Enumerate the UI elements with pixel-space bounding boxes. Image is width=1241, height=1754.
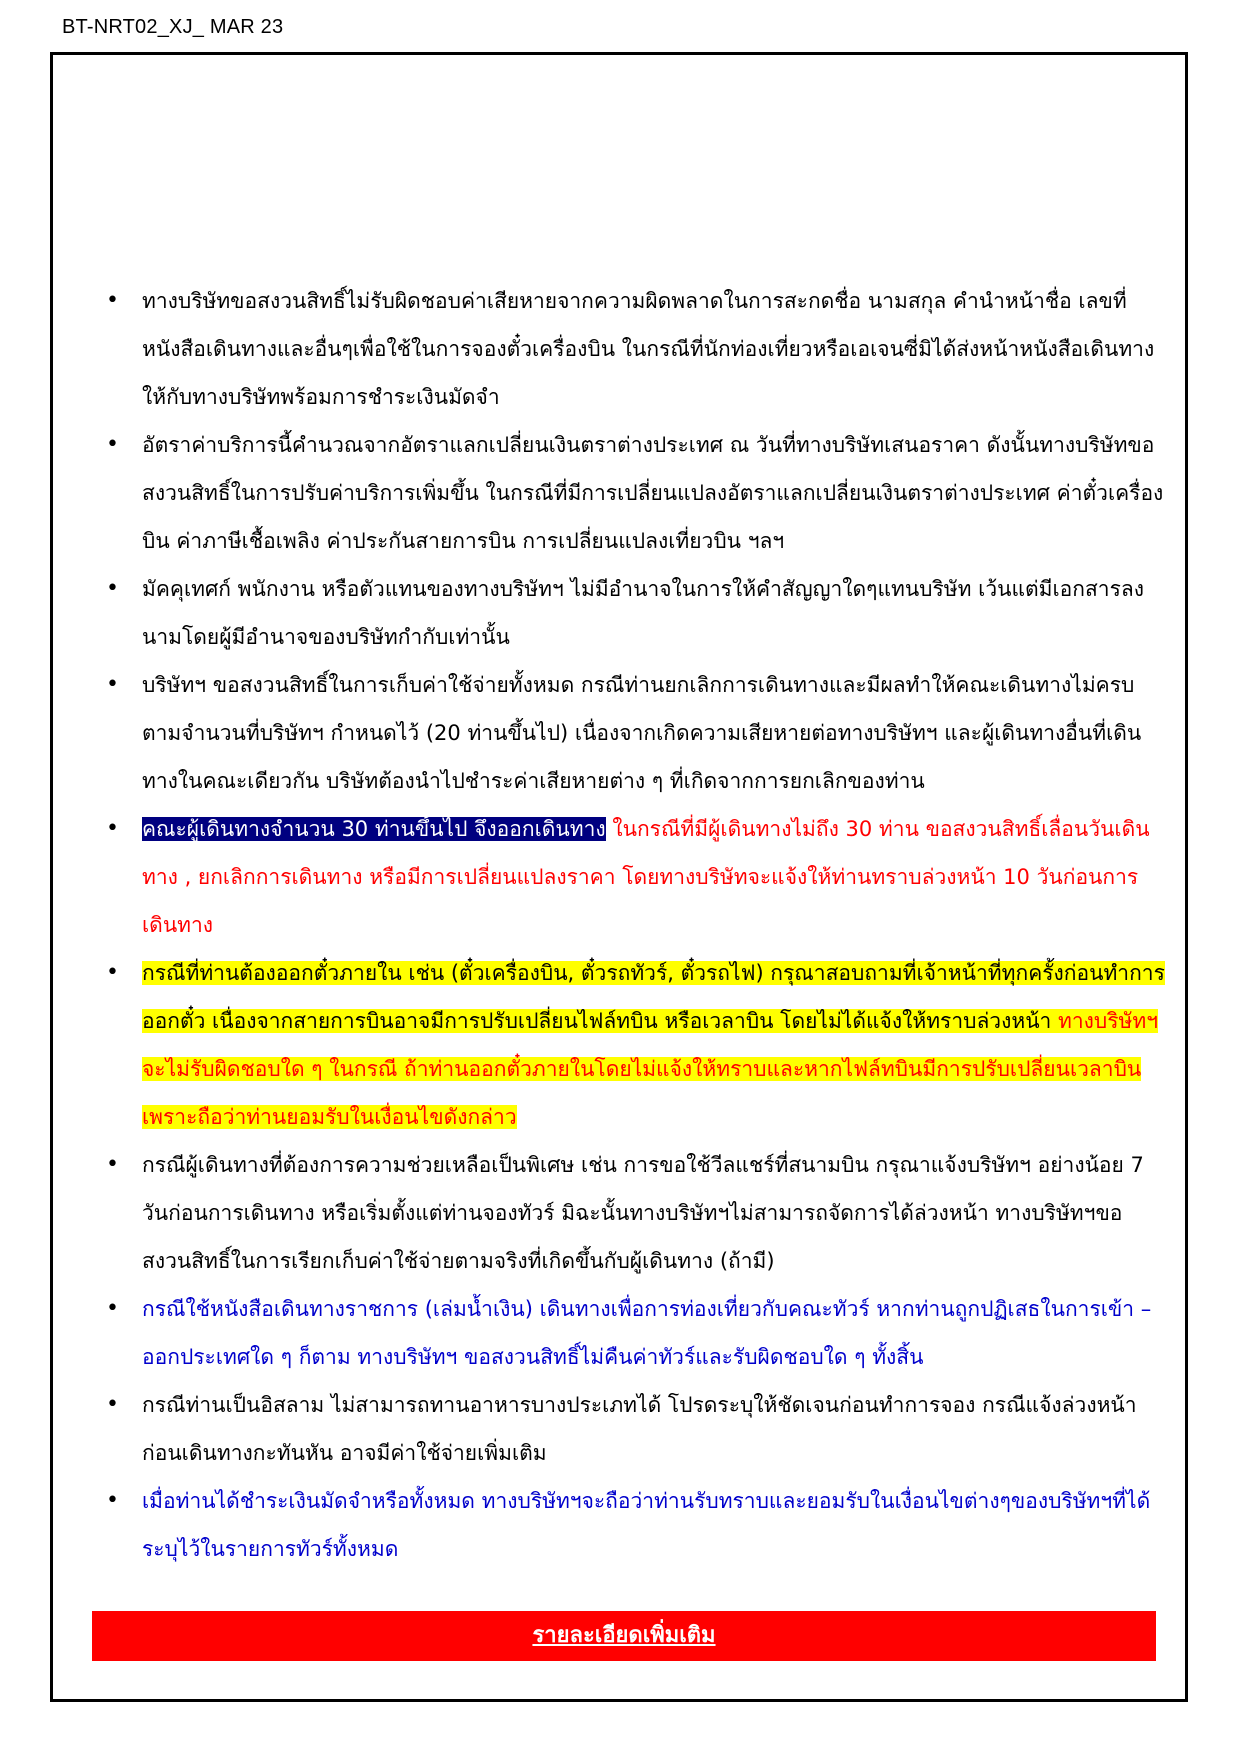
list-item xyxy=(100,1381,1168,1477)
bullet-icon: • xyxy=(106,432,119,457)
highlighted-ticket-text: กรณีที่ท่านต้องออกตั๋วภายใน เช่น (ตั๋วเครื่องบิน, ตั๋วรถทัวร์, ตั๋วรถไฟ) กรุณาสอบถามที่เจ้าหน้าที่ทุกครั้งก่อนทำการออกตั๋ว เนื่องจากสายการบินอาจมีการปรับเปลี่ยนไฟล์ทบิน หรือเวลาบิน โดยไม่ได้แจ้งให้ทราบล่วงหน้า xyxy=(142,961,1165,1033)
bullet-icon: • xyxy=(106,1488,119,1513)
list-item xyxy=(100,949,1168,1141)
list-item xyxy=(100,661,1168,805)
bullet-icon: • xyxy=(106,1392,119,1417)
list-item xyxy=(100,421,1168,565)
highlighted-min-group-text: คณะผู้เดินทางจำนวน 30 ท่านขึ้นไป จึงออกเดินทาง xyxy=(142,817,606,841)
term-text: กรณีท่านเป็นอิสลาม ไม่สามารถทานอาหารบางประเภทได้ โปรดระบุให้ชัดเจนก่อนทำการจอง กรณีแจ้งล่วงหน้าก่อนเดินทางกะทันหัน อาจมีค่าใช้จ่ายเพิ่มเติม xyxy=(142,1393,1137,1465)
bullet-icon: • xyxy=(106,576,119,601)
term-text: กรณีผู้เดินทางที่ต้องการความช่วยเหลือเป็นพิเศษ เช่น การขอใช้วีลแชร์ที่สนามบิน กรุณาแจ้งบริษัทฯ อย่างน้อย 7 วันก่อนการเดินทาง หรือเริ่มตั้งแต่ท่านจองทัวร์ มิฉะนั้นทางบริษัทฯไม่สามารถจัดการได้ล่วงหน้า ทางบริษัทฯขอสงวนสิทธิ์ในการเรียกเก็บค่าใช้จ่ายตามจริงที่เกิดขึ้นกับผู้เดินทาง (ถ้ามี) xyxy=(142,1153,1144,1273)
bullet-icon: • xyxy=(106,1296,119,1321)
more-details-link[interactable]: รายละเอียดเพิ่มเติม xyxy=(532,1623,716,1648)
list-item xyxy=(100,1141,1168,1285)
document-code: BT-NRT02_XJ_ MAR 23 xyxy=(62,16,284,38)
bullet-icon: • xyxy=(106,960,119,985)
list-item xyxy=(100,805,1168,949)
term-text-blue: เมื่อท่านได้ชำระเงินมัดจำหรือทั้งหมด ทางบริษัทฯจะถือว่าท่านรับทราบและยอมรับในเงื่อนไขต่างๆของบริษัทฯที่ได้ระบุไว้ในรายการทัวร์ทั้งหมด xyxy=(142,1489,1151,1561)
highlighted-disclaimer-text: ทางบริษัทฯ จะไม่รับผิดชอบใด ๆ ในกรณี ถ้าท่านออกตั๋วภายในโดยไม่แจ้งให้ทราบและหากไฟล์ทบินมีการปรับเปลี่ยนเวลาบินเพราะถือว่าท่านยอมรับในเงื่อนไขดังกล่าว xyxy=(142,1009,1159,1129)
term-text-red: ในกรณีที่มีผู้เดินทางไม่ถึง 30 ท่าน ขอสงวนสิทธิ์เลื่อนวันเดินทาง , ยกเลิกการเดินทาง หรือมีการเปลี่ยนแปลงราคา โดยทางบริษัทจะแจ้งให้ท่านทราบล่วงหน้า 10 วันก่อนการเดินทาง xyxy=(142,817,1150,937)
terms-list xyxy=(100,277,1168,1573)
term-text: มัคคุเทศก์ พนักงาน หรือตัวแทนของทางบริษัทฯ ไม่มีอำนาจในการให้คำสัญญาใดๆแทนบริษัท เว้นแต่มีเอกสารลงนามโดยผู้มีอำนาจของบริษัทกำกับเท่านั้น xyxy=(142,577,1145,649)
term-text: อัตราค่าบริการนี้คำนวณจากอัตราแลกเปลี่ยนเงินตราต่างประเทศ ณ วันที่ทางบริษัทเสนอราคา ดังนั้นทางบริษัทขอสงวนสิทธิ์ในการปรับค่าบริการเพิ่มขึ้น ในกรณีที่มีการเปลี่ยนแปลงอัตราแลกเปลี่ยนเงินตราต่างประเทศ ค่าตั๋วเครื่องบิน ค่าภาษีเชื้อเพลิง ค่าประกันสายการบิน การเปลี่ยนแปลงเที่ยวบิน ฯลฯ xyxy=(142,433,1164,553)
bullet-icon: • xyxy=(106,816,119,841)
list-item xyxy=(100,1285,1168,1381)
bullet-icon: • xyxy=(106,672,119,697)
list-item xyxy=(100,1477,1168,1573)
more-details-bar xyxy=(92,1611,1156,1661)
list-item xyxy=(100,277,1168,421)
term-text: ทางบริษัทขอสงวนสิทธิ์ไม่รับผิดชอบค่าเสียหายจากความผิดพลาดในการสะกดชื่อ นามสกุล คำนำหน้าชื่อ เลขที่หนังสือเดินทางและอื่นๆเพื่อใช้ในการจองตั๋วเครื่องบิน ในกรณีที่นักท่องเที่ยวหรือเอเจนซี่มิได้ส่งหน้าหนังสือเดินทางให้กับทางบริษัทพร้อมการชำระเงินมัดจำ xyxy=(142,289,1155,409)
bullet-icon: • xyxy=(106,288,119,313)
term-text-blue: กรณีใช้หนังสือเดินทางราชการ (เล่มน้ำเงิน) เดินทางเพื่อการท่องเที่ยวกับคณะทัวร์ หากท่านถูกปฏิเสธในการเข้า – ออกประเทศใด ๆ ก็ตาม ทางบริษัทฯ ขอสงวนสิทธิ์ไม่คืนค่าทัวร์และรับผิดชอบใด ๆ ทั้งสิ้น xyxy=(142,1297,1152,1369)
bullet-icon: • xyxy=(106,1152,119,1177)
list-item xyxy=(100,565,1168,661)
term-text: บริษัทฯ ขอสงวนสิทธิ์ในการเก็บค่าใช้จ่ายทั้งหมด กรณีท่านยกเลิกการเดินทางและมีผลทำให้คณะเดินทางไม่ครบตามจำนวนที่บริษัทฯ กำหนดไว้ (20 ท่านขึ้นไป) เนื่องจากเกิดความเสียหายต่อทางบริษัทฯ และผู้เดินทางอื่นที่เดินทางในคณะเดียวกัน บริษัทต้องนำไปชำระค่าเสียหายต่าง ๆ ที่เกิดจากการยกเลิกของท่าน xyxy=(142,673,1142,793)
